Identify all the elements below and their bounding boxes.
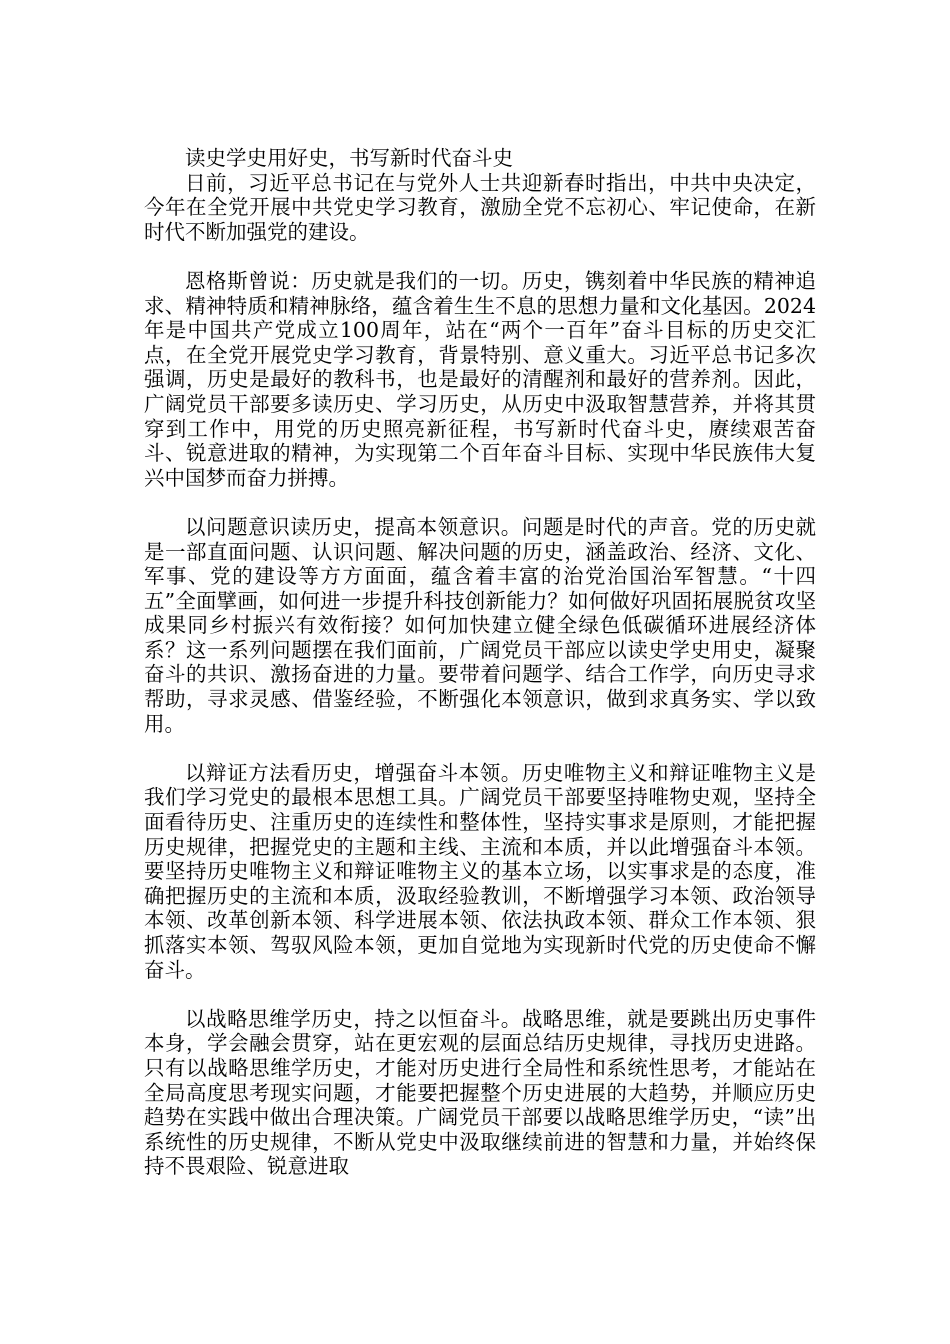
paragraph-problem-awareness: 以问题意识读历史，提高本领意识。问题是时代的声音。党的历史就是一部直面问题、认识问题、解决问题的历史，涵盖政治、经济、文化、军事、党的建设等方方面面，蕴含着丰富的治党治国治军智慧。“十四五”全面擘画，如何进一步提升科技创新能力？如何做好巩固拓展脱贫攻坚成果同乡村振兴有效衔接？如何加快建立健全绿色低碳循环进展经济体系？这一系列问题摆在我们面前，广阔党员干部应以读史学史用史，凝聚奋斗的共识、激扬奋进的力量。要带着问题学、结合工作学，向历史寻求帮助，寻求灵感、借鉴经验，不断强化本领意识，做到求真务实、学以致用。	[144, 514, 816, 736]
paragraph-engels: 恩格斯曾说：历史就是我们的一切。历史，镌刻着中华民族的精神追求、精神特质和精神脉络，蕴含着生生不息的思想力量和文化基因。2024年是中国共产党成立100周年，站在“两个一百年”奋斗目标的历史交汇点，在全党开展党史学习教育，背景特别、意义重大。习近平总书记多次强调，历史是最好的教科书，也是最好的清醒剂和最好的营养剂。因此，广阔党员干部要多读历史、学习历史，从历史中汲取智慧营养，并将其贯穿到工作中，用党的历史照亮新征程，书写新时代奋斗史，赓续艰苦奋斗、锐意进取的精神，为实现第二个百年奋斗目标、实现中华民族伟大复兴中国梦而奋力拼搏。	[144, 268, 816, 490]
paragraph-intro: 日前，习近平总书记在与党外人士共迎新春时指出，中共中央决定，今年在全党开展中共党史学习教育，激励全党不忘初心、牢记使命，在新时代不断加强党的建设。	[144, 170, 816, 244]
document-title: 读史学史用好史，书写新时代奋斗史	[185, 146, 513, 170]
document-page	[144, 146, 816, 1179]
paragraph-dialectical-method: 以辩证方法看历史，增强奋斗本领。历史唯物主义和辩证唯物主义是我们学习党史的最根本思想工具。广阔党员干部要坚持唯物史观，坚持全面看待历史、注重历史的连续性和整体性，坚持实事求是原则，才能把握历史规律，把握党史的主题和主线、主流和本质，并以此增强奋斗本领。要坚持历史唯物主义和辩证唯物主义的基本立场，以实事求是的态度，准确把握历史的主流和本质，汲取经验教训，不断增强学习本领、政治领导本领、改革创新本领、科学进展本领、依法执政本领、群众工作本领、狠抓落实本领、驾驭风险本领，更加自觉地为实现新时代党的历史使命不懈奋斗。	[144, 760, 816, 982]
paragraph-strategic-thinking: 以战略思维学历史，持之以恒奋斗。战略思维，就是要跳出历史事件本身，学会融会贯穿，站在更宏观的层面总结历史规律，寻找历史进路。只有以战略思维学历史，才能对历史进行全局性和系统性思考，才能站在全局高度思考现实问题，才能要把握整个历史进展的大趋势，并顺应历史趋势在实践中做出合理决策。广阔党员干部要以战略思维学历史，“读”出系统性的历史规律，不断从党史中汲取继续前进的智慧和力量，并始终保持不畏艰险、锐意进取	[144, 1006, 816, 1179]
